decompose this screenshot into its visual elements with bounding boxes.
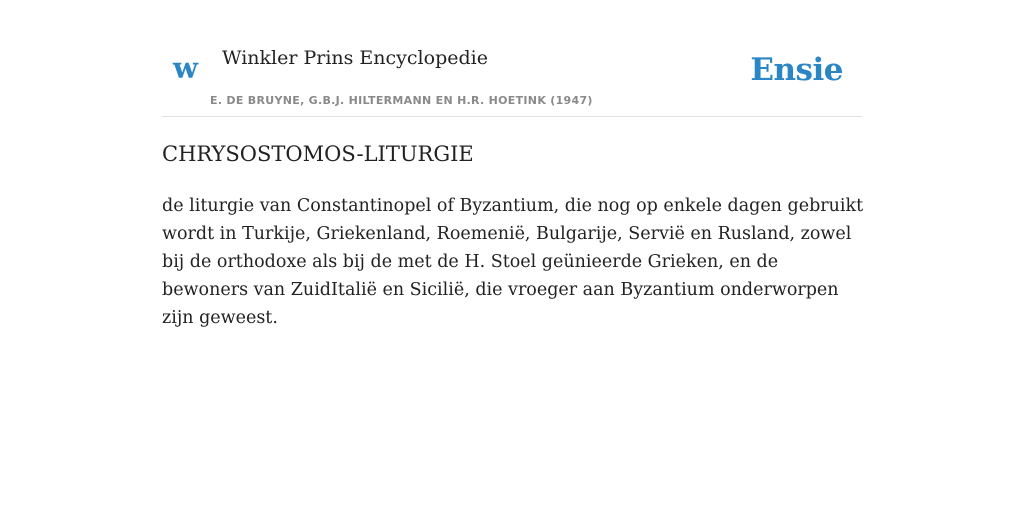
brand-logo[interactable]: Ensie [750,52,843,88]
article-title: CHRYSOSTOMOS-LITURGIE [162,142,474,166]
article [162,140,868,332]
article-body: de liturgie van Constantinopel of Byzantium, die nog op enkele dagen gebruikt wordt in Turkije, Griekenland, Roemenië, Bulgarije, Servië en Rusland, zowel bij de orthodoxe als bij de met de H. Stoel geünieerde Grieken, en de bewoners van ZuidItalië en Sicilië, die vroeger aan Byzantium onderworpen zijn geweest. [162,196,864,328]
source-header [162,0,862,117]
source-logo[interactable]: w [173,51,198,85]
source-title[interactable]: Winkler Prins Encyclopedie [222,47,488,69]
source-authors: E. DE BRUYNE, G.B.J. HILTERMANN EN H.R. HOETINK (1947) [210,94,593,107]
